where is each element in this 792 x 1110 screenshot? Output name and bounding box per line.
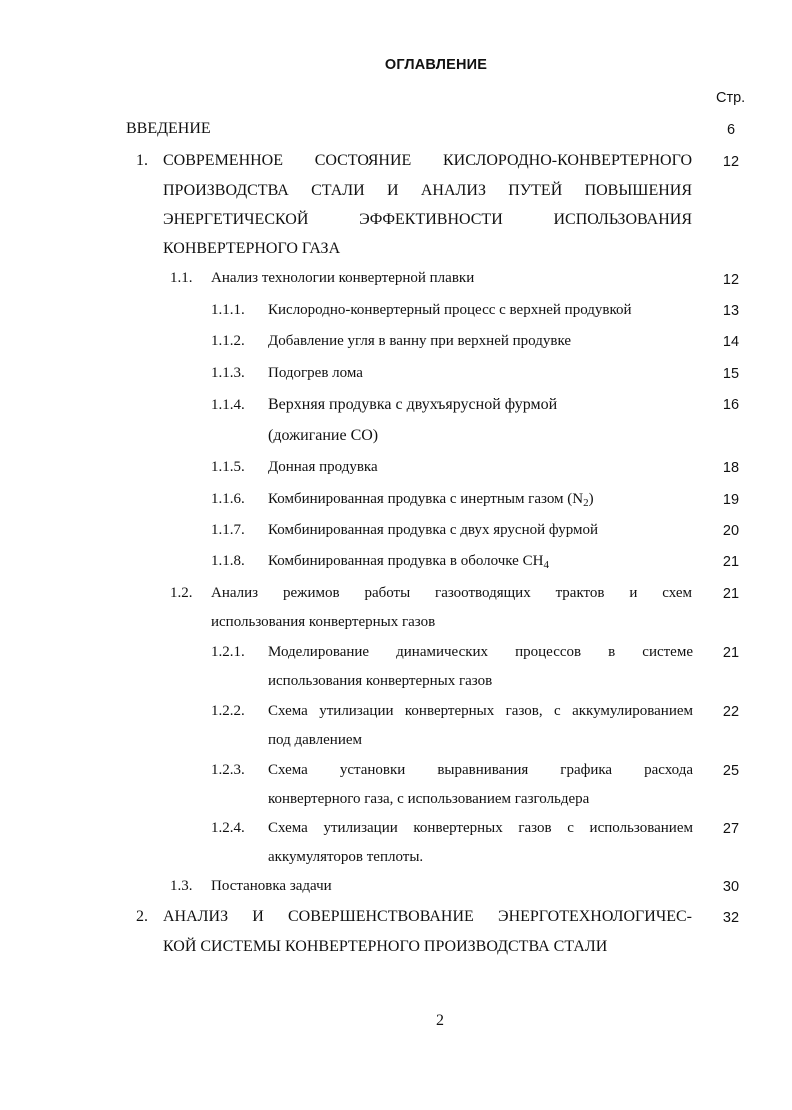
toc-page-1-1-6: 19 <box>722 492 740 508</box>
toc-page-1: 12 <box>722 154 740 170</box>
toc-page-1-2: 21 <box>722 586 740 602</box>
toc-num-1-2-1: 1.2.1. <box>211 644 245 660</box>
toc-line-1d: КОНВЕРТЕРНОГО ГАЗА <box>163 240 341 257</box>
toc-line-1-1-8 <box>268 551 549 571</box>
toc-page-1-3: 30 <box>722 879 740 895</box>
toc-num-1: 1. <box>136 152 148 169</box>
toc-page-1-1-3: 15 <box>722 366 740 382</box>
toc-num-2: 2. <box>136 908 148 925</box>
toc-num-1-1-1: 1.1.1. <box>211 302 245 318</box>
toc-num-1-2-4: 1.2.4. <box>211 820 245 836</box>
toc-line-1-1-3: Подогрев лома <box>268 365 363 381</box>
toc-num-1-1-6: 1.1.6. <box>211 491 245 507</box>
toc-page-1-2-1: 21 <box>722 645 740 661</box>
toc-num-1-1: 1.1. <box>170 270 193 286</box>
toc-page-1-1-4: 16 <box>722 397 740 413</box>
nitrogen-subscript: 2 <box>583 497 589 509</box>
toc-line-1-2-4a: Схема утилизации конвертерных газов с использованием <box>268 820 693 836</box>
methane-subscript: 4 <box>543 559 549 571</box>
toc-line-1-1-5: Донная продувка <box>268 459 378 475</box>
toc-num-1-2-3: 1.2.3. <box>211 762 245 778</box>
toc-num-1-1-4: 1.1.4. <box>211 397 245 413</box>
toc-line-2a: АНАЛИЗ И СОВЕРШЕНСТВОВАНИЕ ЭНЕРГОТЕХНОЛОГИЧЕС- <box>163 908 692 925</box>
toc-line-1b: ПРОИЗВОДСТВА СТАЛИ И АНАЛИЗ ПУТЕЙ ПОВЫШЕНИЯ <box>163 182 692 199</box>
toc-line-1-3: Постановка задачи <box>211 878 332 894</box>
toc-page-1-1-1: 13 <box>722 303 740 319</box>
toc-page-1-1: 12 <box>722 272 740 288</box>
toc-line-1-1-7: Комбинированная продувка с двух ярусной фурмой <box>268 522 599 538</box>
toc-line-1-2-3a: Схема установки выравнивания графика расхода <box>268 762 693 778</box>
toc-num-1-2: 1.2. <box>170 585 193 601</box>
toc-line-1-1-1: Кислородно-конвертерный процесс с верхней продувкой <box>268 302 632 318</box>
toc-line-1-1-2: Добавление угля в ванну при верхней продувке <box>268 333 572 349</box>
toc-page-intro: 6 <box>726 122 736 138</box>
page-number: 2 <box>436 1012 444 1029</box>
toc-num-1-1-7: 1.1.7. <box>211 522 245 538</box>
toc-line-1-2-3b: конвертерного газа, с использованием газгольдера <box>268 791 590 807</box>
toc-line-1-1-4a: Верхняя продувка с двухъярусной фурмой <box>268 396 558 413</box>
toc-num-1-1-5: 1.1.5. <box>211 459 245 475</box>
toc-line-2b: КОЙ СИСТЕМЫ КОНВЕРТЕРНОГО ПРОИЗВОДСТВА СТАЛИ <box>163 938 608 955</box>
toc-line-1a: СОВРЕМЕННОЕ СОСТОЯНИЕ КИСЛОРОДНО-КОНВЕРТЕРНОГО <box>163 152 692 169</box>
toc-line-1-2-1b: использования конвертерных газов <box>268 673 493 689</box>
toc-line-1c: ЭНЕРГЕТИЧЕСКОЙ ЭФФЕКТИВНОСТИ ИСПОЛЬЗОВАНИЯ <box>163 211 692 228</box>
toc-line-1-2-4b: аккумуляторов теплоты. <box>268 849 424 865</box>
toc-page-1-1-8: 21 <box>722 554 740 570</box>
toc-page-1-2-4: 27 <box>722 821 740 837</box>
toc-line-1-1-8-text: Комбинированная продувка в оболочке СН <box>268 553 544 569</box>
toc-heading: ОГЛАВЛЕНИЕ <box>384 57 488 73</box>
toc-line-1-2-2a: Схема утилизации конвертерных газов, с аккумулированием <box>268 703 693 719</box>
toc-line-1-1-6-text: Комбинированная продувка с инертным газом (N <box>268 491 584 507</box>
toc-line-1-2a: Анализ режимов работы газоотводящих трактов и схем <box>211 585 692 601</box>
toc-page-1-1-7: 20 <box>722 523 740 539</box>
toc-page-1-1-5: 18 <box>722 460 740 476</box>
toc-line-1-1-6 <box>268 489 594 509</box>
toc-num-1-1-2: 1.1.2. <box>211 333 245 349</box>
toc-line-1-2-1a: Моделирование динамических процессов в системе <box>268 644 693 660</box>
toc-line-1-1-6-close: ) <box>588 491 594 507</box>
toc-line-1-2b: использования конвертерных газов <box>211 614 436 630</box>
page-column-label: Стр. <box>716 90 746 106</box>
toc-num-1-2-2: 1.2.2. <box>211 703 245 719</box>
toc-num-1-3: 1.3. <box>170 878 193 894</box>
toc-entry-intro: ВВЕДЕНИЕ <box>126 120 211 137</box>
toc-page-1-1-2: 14 <box>722 334 740 350</box>
toc-num-1-1-3: 1.1.3. <box>211 365 245 381</box>
toc-num-1-1-8: 1.1.8. <box>211 553 245 569</box>
toc-line-1-2-2b: под давлением <box>268 732 362 748</box>
toc-line-1-1: Анализ технологии конвертерной плавки <box>211 270 475 286</box>
toc-page-1-2-2: 22 <box>722 704 740 720</box>
toc-line-1-1-4b: (дожигание СО) <box>268 427 379 444</box>
toc-page-2: 32 <box>722 910 740 926</box>
toc-page-1-2-3: 25 <box>722 763 740 779</box>
